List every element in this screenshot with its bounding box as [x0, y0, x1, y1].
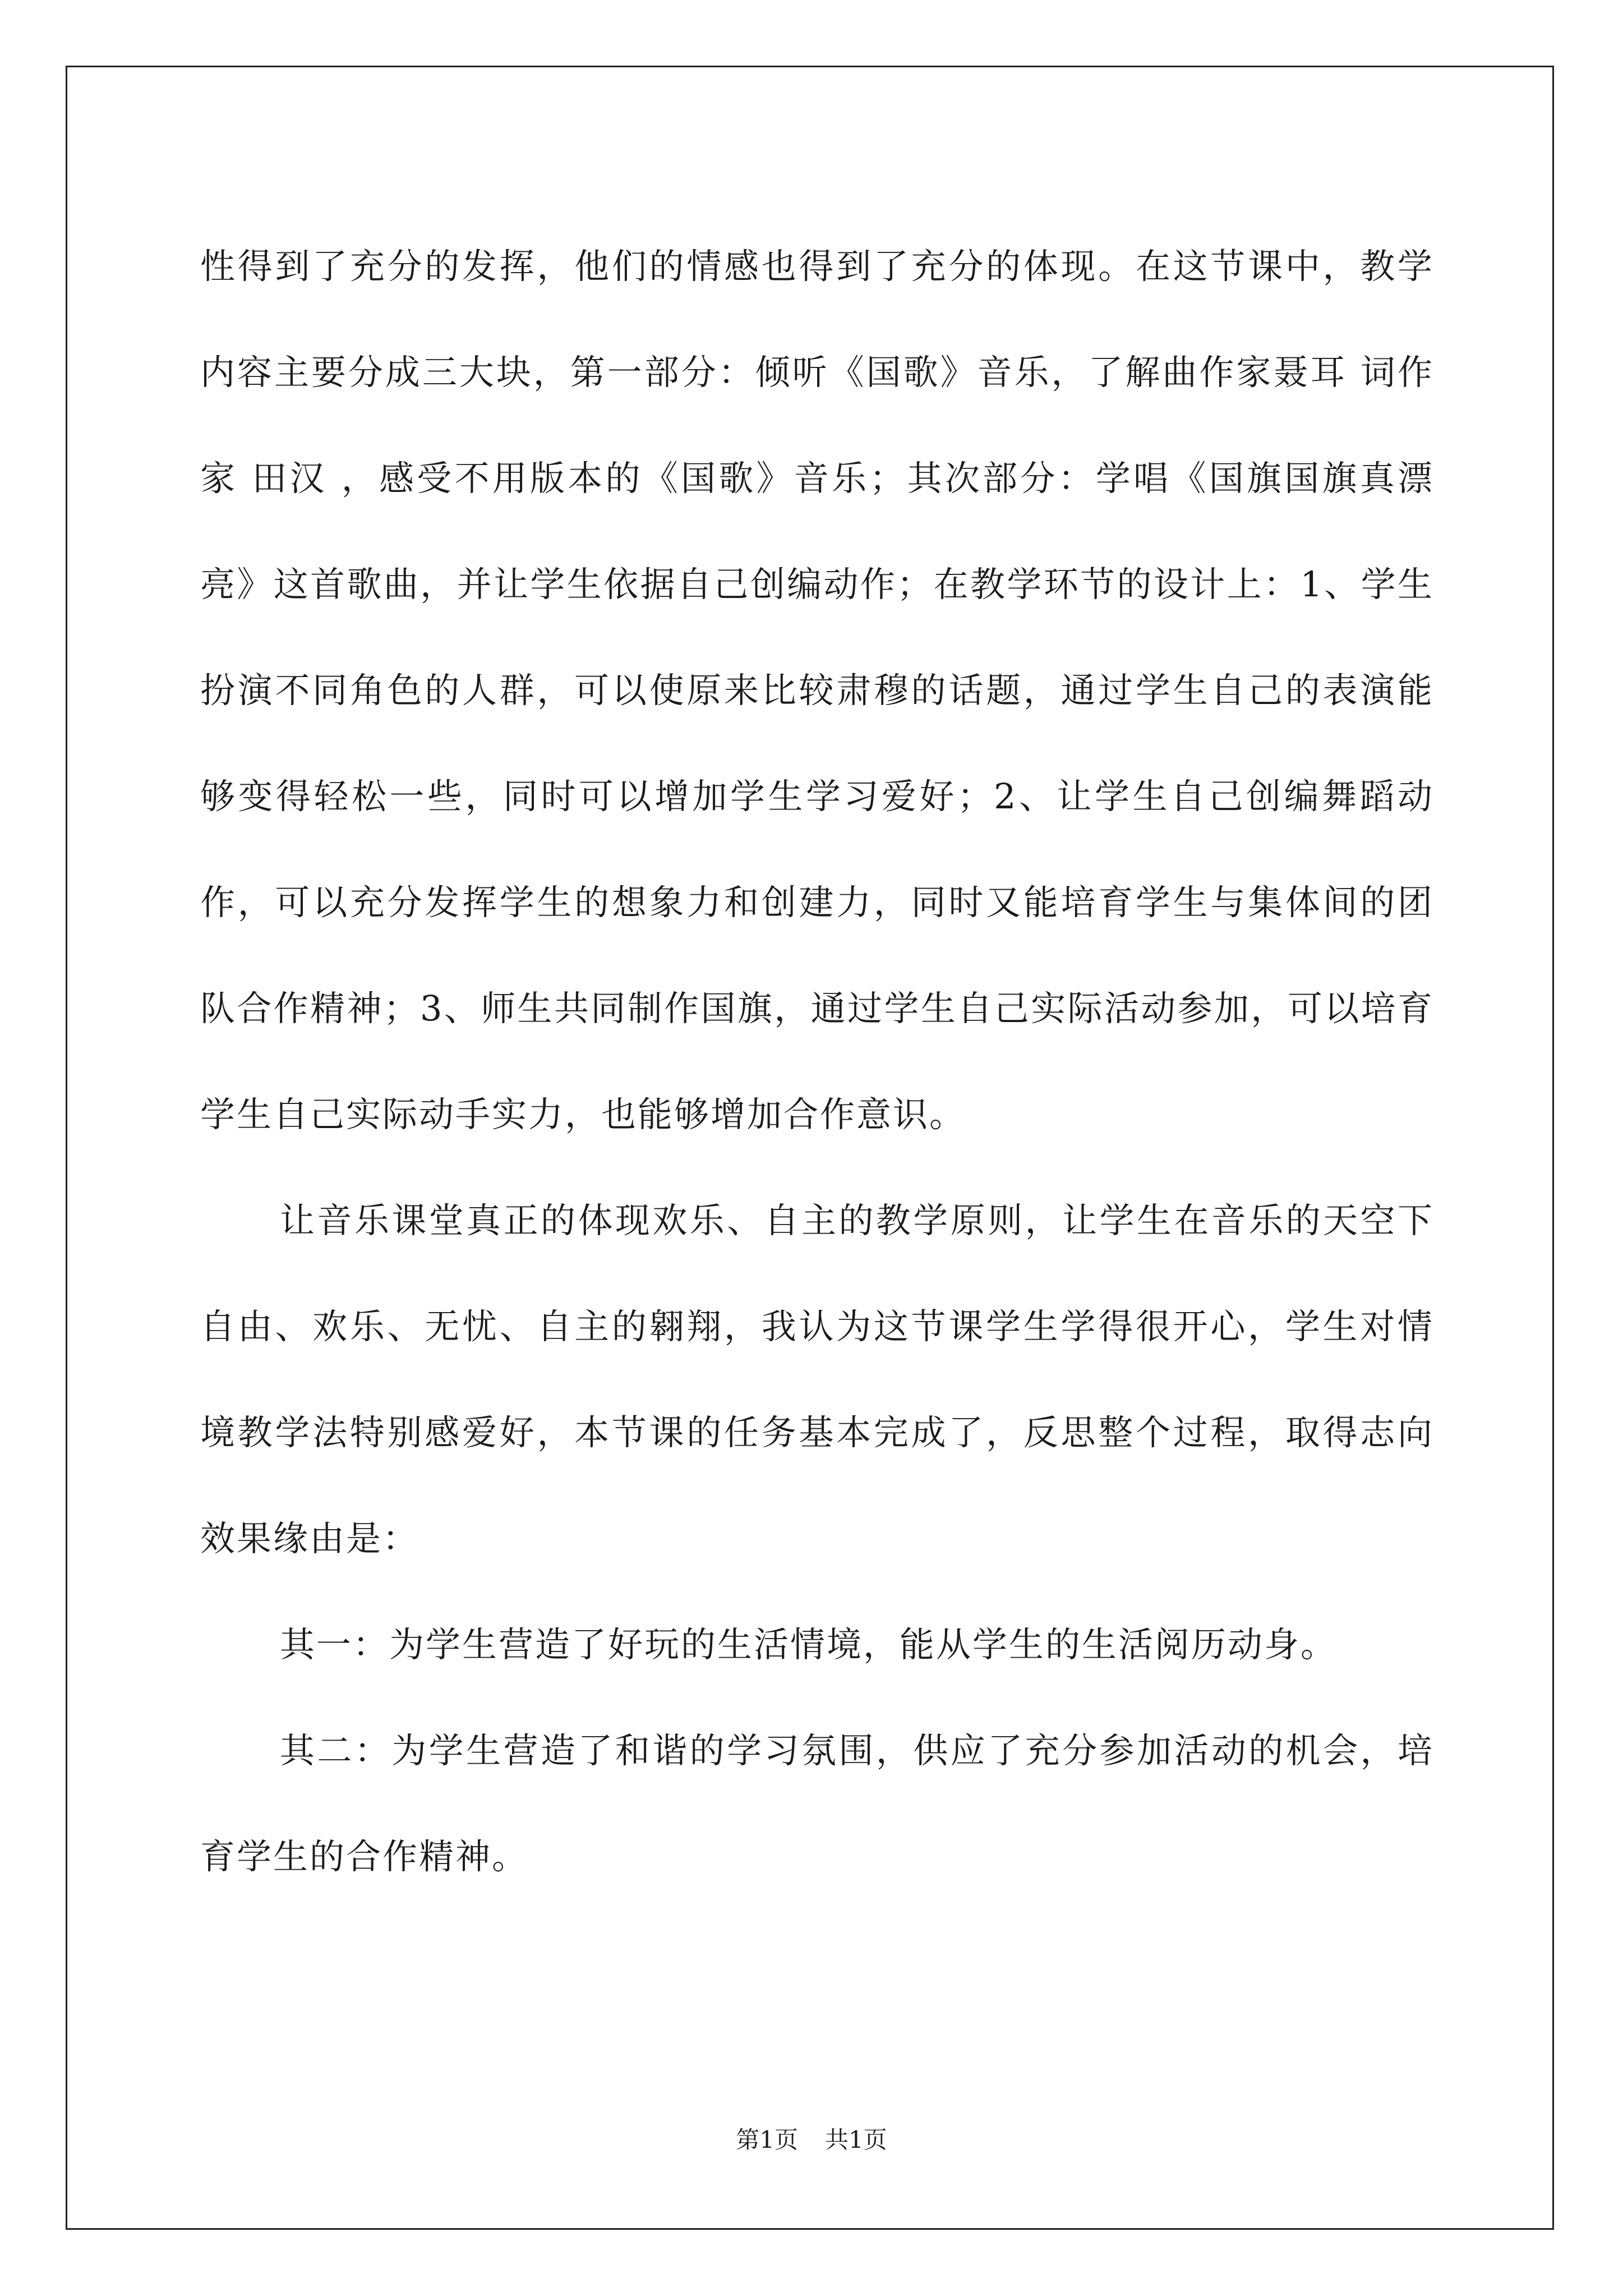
- paragraph-4: 其二：为学生营造了和谐的学习氛围，供应了充分参加活动的机会，培育学生的合作精神。: [200, 1730, 1434, 1877]
- page-number: 第1页: [736, 2126, 798, 2154]
- page-footer: [0, 2123, 1623, 2157]
- paragraph-2: 让音乐课堂真正的体现欢乐、自主的教学原则，让学生在音乐的天空下自由、欢乐、无忧、自主的翱翔，我认为这节课学生学得很开心，学生对情境教学法特别感爱好，本节课的任务基本完成了，反思整个过程，取得志向效果缘由是：: [200, 1200, 1434, 1559]
- paragraph-1: 性得到了充分的发挥，他们的情感也得到了充分的体现。在这节课中，教学内容主要分成三大块，第一部分：倾听《国歌》音乐，了解曲作家聂耳 词作家 田汉 ，感受不用版本的《国歌》音乐；其次部分：学唱《国旗国旗真漂亮》这首歌曲，并让学生依据自己创编动作；在教学环节的设计上：1、学生扮演不同角色的人群，可以使原来比较肃穆的话题，通过学生自己的表演能够变得轻松一些，同时可以增加学生学习爱好；2、让学生自己创编舞蹈动作，可以充分发挥学生的想象力和创建力，同时又能培育学生与集体间的团队合作精神；3、师生共同制作国旗，通过学生自己实际活动参加，可以培育学生自己实际动手实力，也能够增加合作意识。: [200, 246, 1434, 1135]
- document-body: [200, 213, 1434, 1910]
- paragraph-3: 其一：为学生营造了好玩的生活情境，能从学生的生活阅历动身。: [280, 1624, 1338, 1665]
- page-total: 共1页: [825, 2126, 887, 2154]
